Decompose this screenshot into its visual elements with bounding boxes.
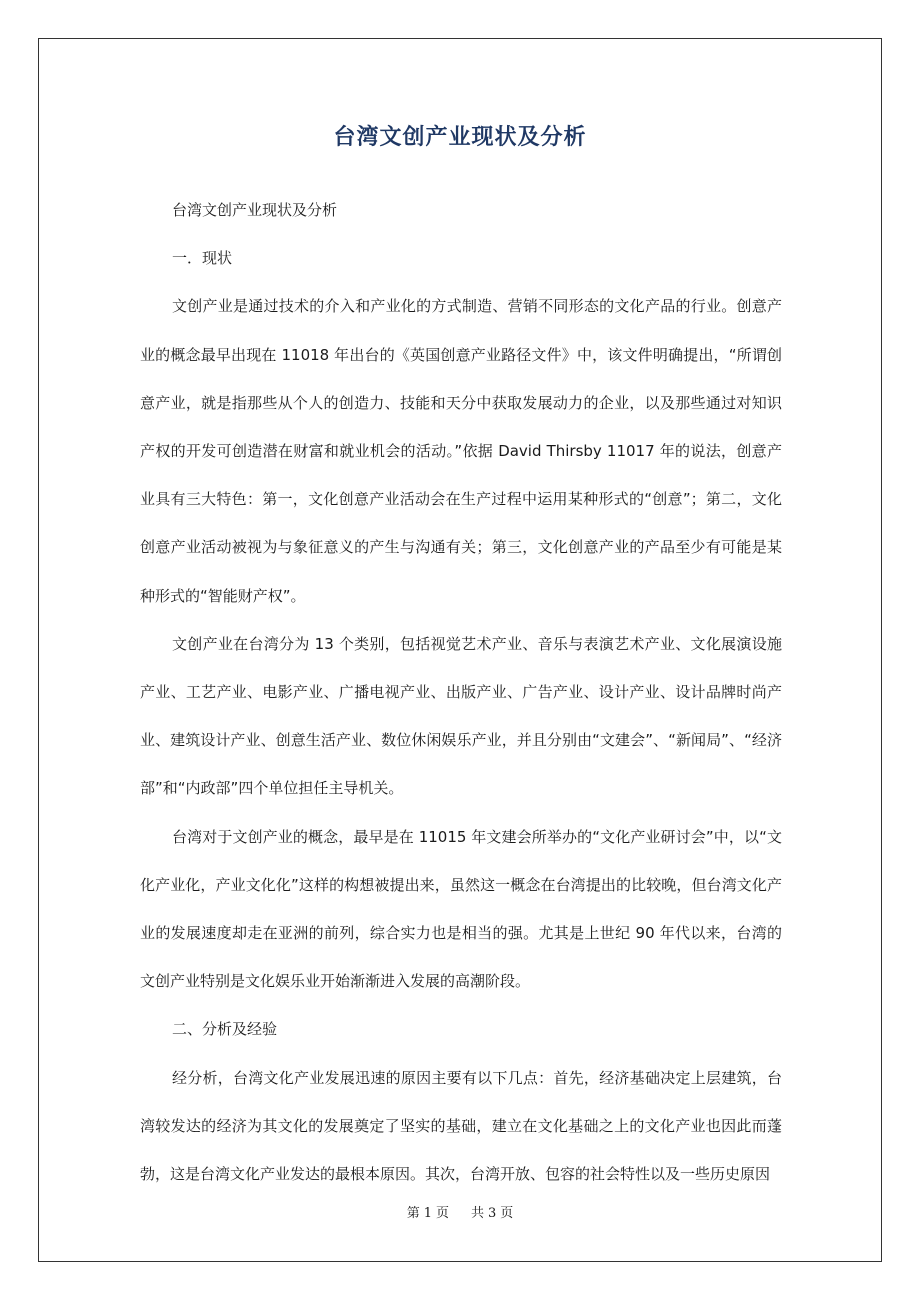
page-label-suffix: 页 [435,1206,449,1221]
document-title: 台湾文创产业现状及分析 [333,125,587,150]
paragraph-history: 台湾对于文创产业的概念，最早是在 11015 年文建会所举办的“文化产业研讨会”中，以“文化产业化，产业文化化”这样的构想被提出来，虽然这一概念在台湾提出的比较晚，但台湾文化产业的发展速度却走在亚洲的前列，综合实力也是相当的强。尤其是上世纪 90 年代以来，台湾的文创产业特别是文化娱乐业开始渐渐进入发展的高潮阶段。 [140,827,782,991]
paragraph-definition: 文创产业是通过技术的介入和产业化的方式制造、营销不同形态的文化产品的行业。创意产业的概念最早出现在 11018 年出台的《英国创意产业路径文件》中，该文件明确提出，“所谓创意产业，就是指那些从个人的创造力、技能和天分中获取发展动力的企业，以及那些通过对知识产权的开发可创造潜在财富和就业机会的活动。”依据 David Thirsby 11017 年的说法，创意产业具有三大特色：第一，文化创意产业活动会在生产过程中运用某种形式的“创意”；第二，文化创意产业活动被视为与象征意义的产生与沟通有关；第三，文化创意产业的产品至少有可能是某种形式的“智能财产权”。 [140,297,782,605]
page-footer [0,1204,920,1224]
current-page-number: 1 [423,1206,432,1221]
section-heading-analysis: 二、分析及经验 [172,1020,278,1039]
total-label-suffix: 页 [500,1206,514,1221]
section-heading-status: 一．现状 [172,249,233,268]
paragraph-categories: 文创产业在台湾分为 13 个类别，包括视觉艺术产业、音乐与表演艺术产业、文化展演设施产业、工艺产业、电影产业、广播电视产业、出版产业、广告产业、设计产业、设计品牌时尚产业、建筑设计产业、创意生活产业、数位休闲娱乐产业，并且分别由“文建会”、“新闻局”、“经济部”和“内政部”四个单位担任主导机关。 [140,634,782,798]
paragraph-subtitle: 台湾文创产业现状及分析 [172,201,338,219]
total-pages-number: 3 [488,1206,497,1221]
document-body [140,186,782,1198]
total-label-prefix: 共 [471,1206,485,1221]
paragraph-analysis: 经分析，台湾文化产业发展迅速的原因主要有以下几点：首先，经济基础决定上层建筑，台湾较发达的经济为其文化的发展奠定了坚实的基础，建立在文化基础之上的文化产业也因此而蓬勃，这是台湾文化产业发达的最根本原因。其次，台湾开放、包容的社会特性以及一些历史原因 [140,1068,782,1184]
page-label-prefix: 第 [406,1206,420,1221]
